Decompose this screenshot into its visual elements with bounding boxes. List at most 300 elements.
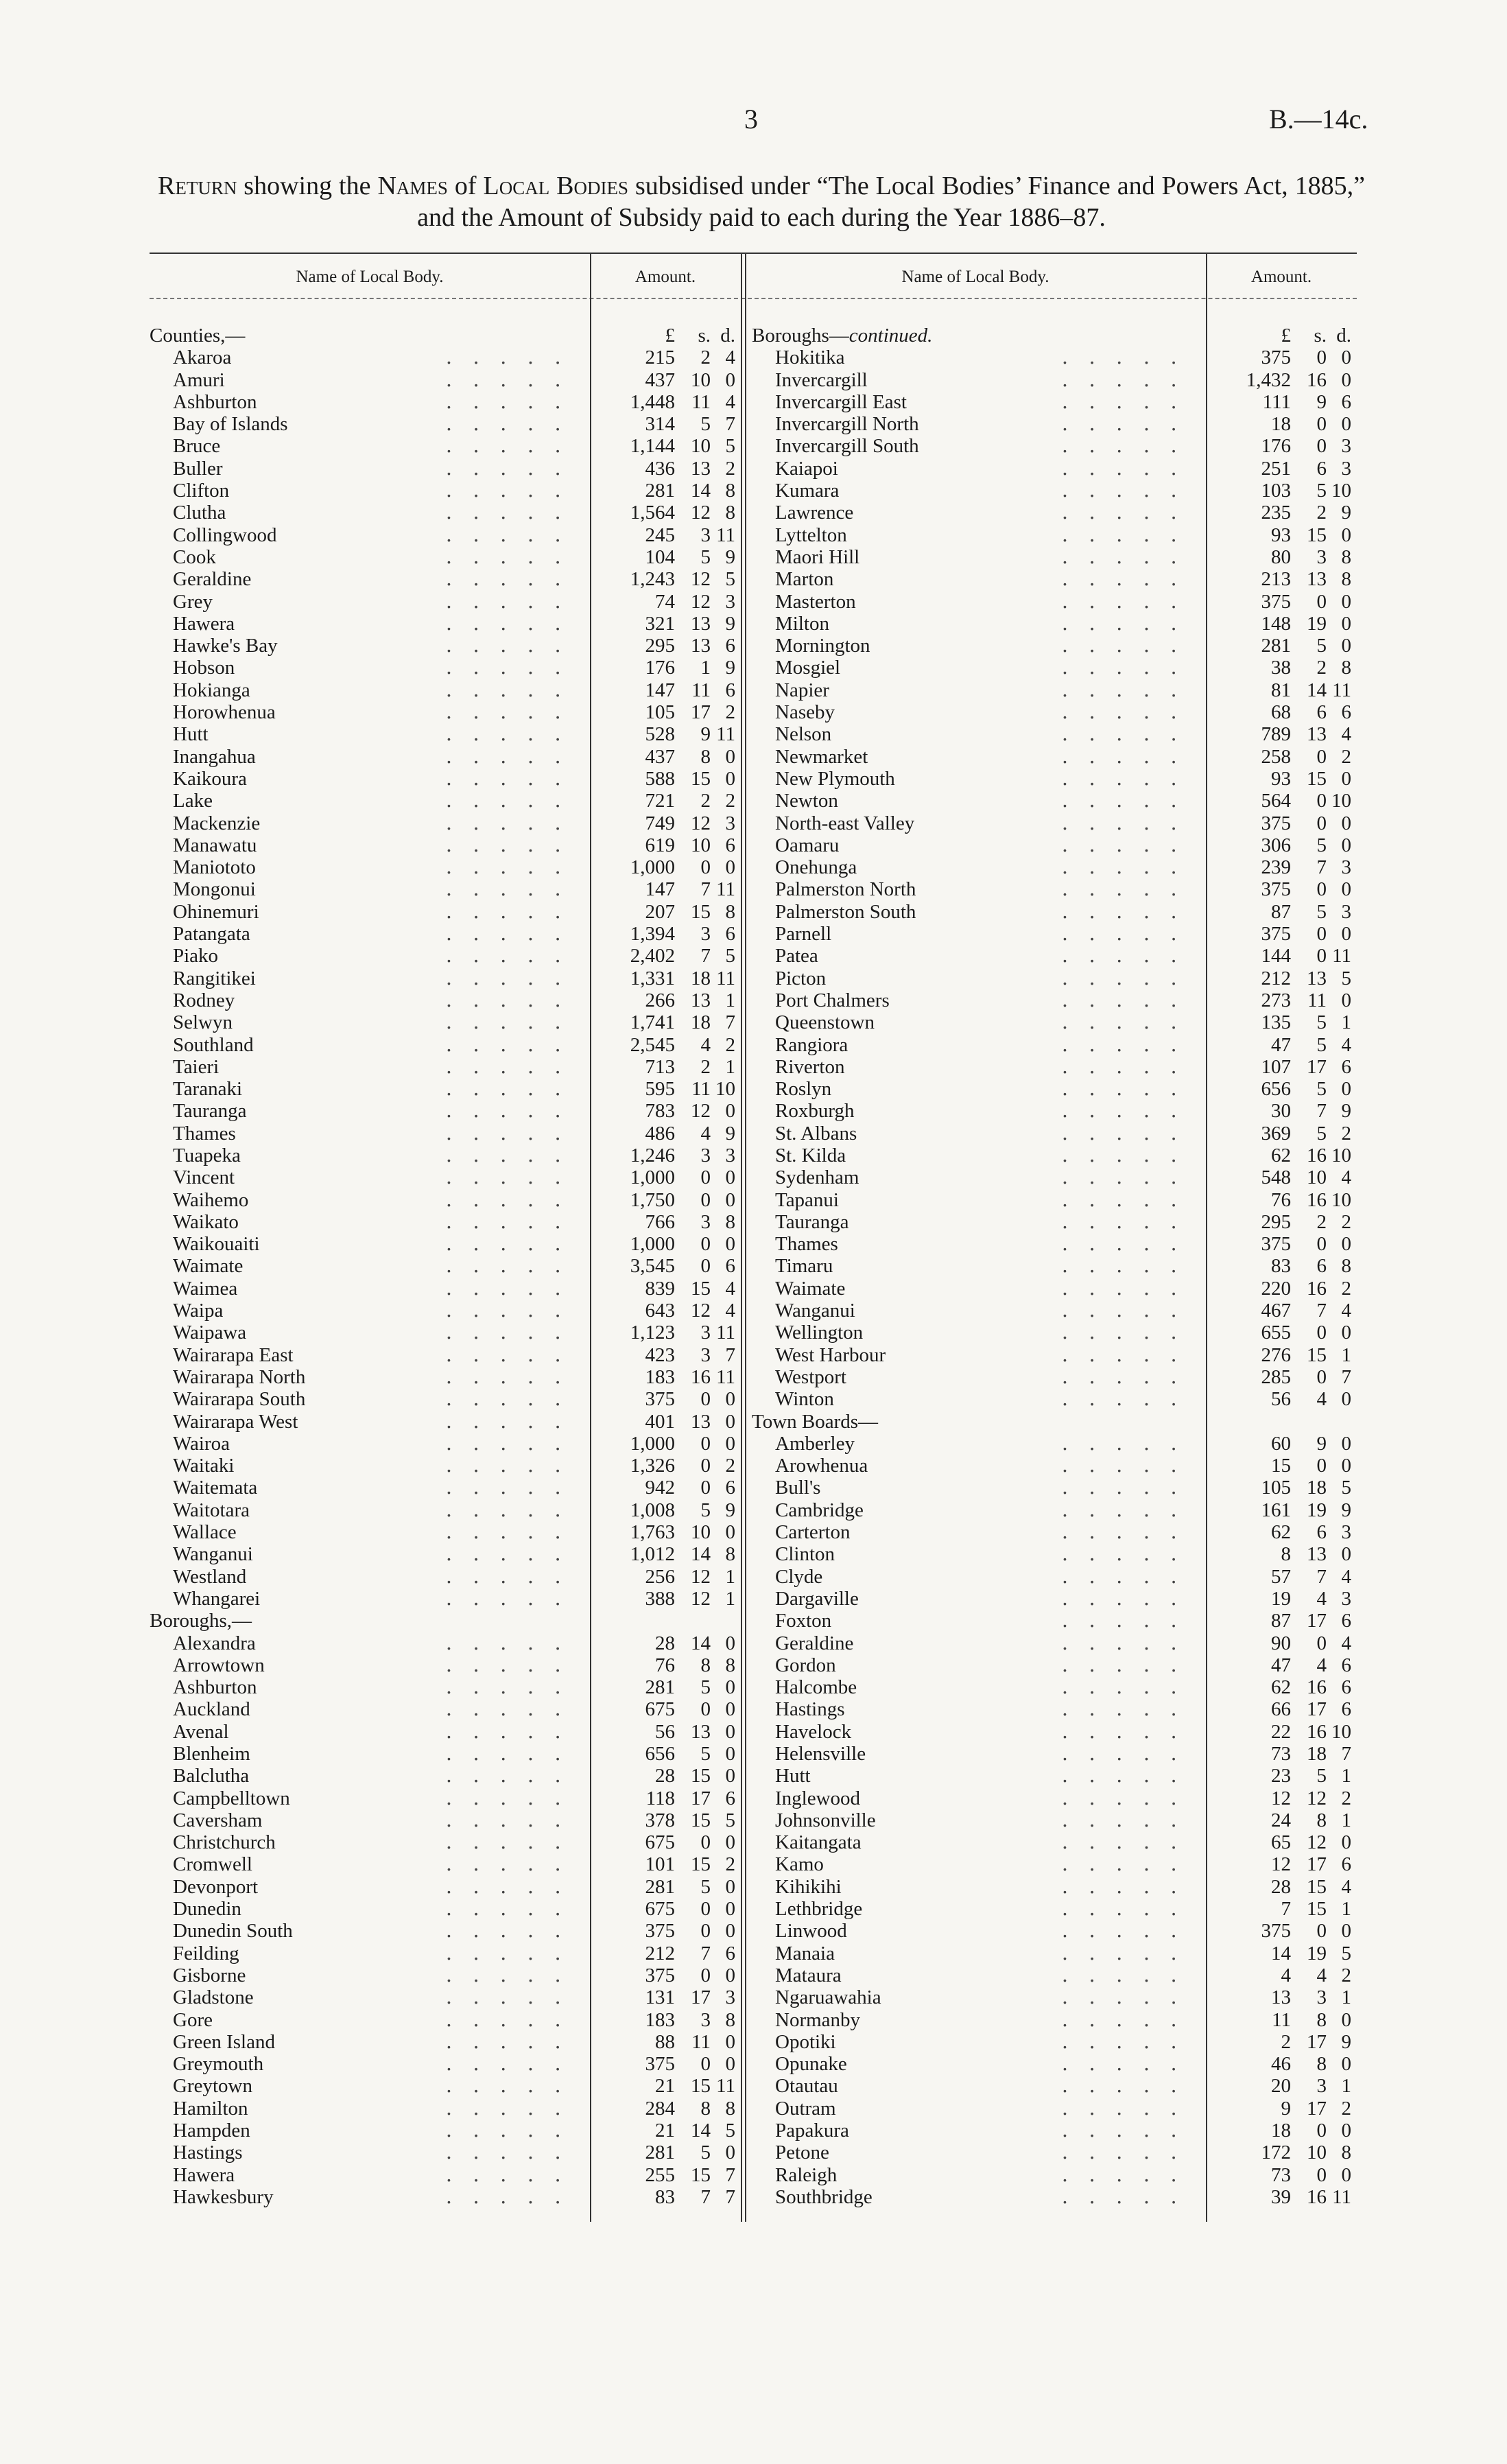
- leader-dots: ․․․․․: [445, 635, 582, 657]
- leader-dots: ․․․․․: [445, 1942, 582, 1964]
- amount-pounds: 47: [1271, 1033, 1291, 1056]
- amount-pence: 0: [1341, 1455, 1351, 1477]
- table-row: [752, 1876, 1357, 1898]
- body-name: Port Chalmers: [775, 989, 890, 1011]
- amount-pounds: 4: [1281, 1964, 1291, 1986]
- body-name: Opunake: [775, 2053, 847, 2076]
- amount-pounds: 306: [1261, 834, 1291, 856]
- table-row: [150, 1366, 741, 1388]
- table-row: [752, 1100, 1357, 1122]
- body-name: Wellington: [775, 1322, 864, 1344]
- amount-pounds: 7: [1281, 1898, 1291, 1921]
- amount-shillings: 5: [1316, 1765, 1327, 1787]
- amount-pence: 1: [1341, 1986, 1351, 2009]
- body-name: Invercargill North: [775, 413, 919, 436]
- left-column: [150, 325, 741, 2208]
- amount-shillings: 5: [1316, 834, 1327, 856]
- table-row: [752, 989, 1357, 1011]
- amount-pounds: 295: [1261, 1210, 1291, 1233]
- amount-pounds: 101: [645, 1853, 675, 1876]
- amount-pounds: 375: [1261, 878, 1291, 901]
- leader-dots: ․․․․․: [1061, 2185, 1198, 2208]
- amount-shillings: 15: [691, 1853, 711, 1876]
- leader-dots: ․․․․․: [1061, 1698, 1198, 1721]
- amount-pounds: 256: [645, 1565, 675, 1588]
- amount-pounds: 135: [1261, 1011, 1291, 1034]
- table-row: [752, 1610, 1357, 1632]
- amount-pounds: 375: [645, 1388, 675, 1411]
- table-row: [150, 546, 741, 568]
- subsidy-table: [150, 253, 1357, 2222]
- leader-dots: ․․․․․: [1061, 1565, 1198, 1588]
- amount-pence: 3: [1341, 457, 1351, 480]
- leader-dots: ․․․․․: [1061, 923, 1198, 946]
- body-name: Hokianga: [173, 679, 250, 701]
- amount-shillings: 17: [1307, 2097, 1327, 2120]
- amount-pounds: 255: [645, 2163, 675, 2186]
- amount-pounds: 281: [645, 1875, 675, 1898]
- table-row: [752, 790, 1357, 812]
- leader-dots: ․․․․․: [1061, 1388, 1198, 1411]
- amount-shillings: 4: [700, 1122, 711, 1145]
- table-row: [150, 2098, 741, 2120]
- amount-pence: 0: [725, 1964, 735, 1986]
- leader-dots: ․․․․․: [1061, 1964, 1198, 1986]
- leader-dots: ․․․․․: [445, 1676, 582, 1699]
- table-row: [752, 1809, 1357, 1831]
- body-name: Bruce: [173, 435, 221, 458]
- table-row: [752, 1588, 1357, 1610]
- leader-dots: ․․․․․: [1061, 1255, 1198, 1278]
- amount-pounds: 749: [645, 812, 675, 834]
- table-row: [150, 2142, 741, 2163]
- amount-pence: 0: [1341, 368, 1351, 391]
- body-name: Patea: [775, 945, 818, 967]
- amount-shillings: 0: [700, 2053, 711, 2076]
- body-name: Mosgiel: [775, 657, 841, 679]
- amount-shillings: 0: [700, 1898, 711, 1921]
- body-name: Waitemata: [173, 1477, 258, 1499]
- amount-pence: 1: [1341, 1809, 1351, 1831]
- table-row: [150, 1876, 741, 1898]
- leader-dots: ․․․․․: [1061, 1831, 1198, 1854]
- amount-pence: 4: [725, 347, 735, 369]
- amount-pence: 10: [1331, 1188, 1351, 1211]
- amount-shillings: 5: [1316, 1033, 1327, 1056]
- amount-pounds: 90: [1271, 1632, 1291, 1654]
- amount-shillings: 7: [700, 945, 711, 967]
- amount-shillings: 12: [1307, 1787, 1327, 1809]
- leader-dots: ․․․․․: [1061, 967, 1198, 989]
- body-name: Masterton: [775, 590, 856, 613]
- page-number: 3: [744, 104, 758, 134]
- amount-pence: 4: [1341, 1565, 1351, 1588]
- amount-shillings: 16: [1307, 368, 1327, 391]
- unit-pounds: £: [665, 325, 675, 347]
- amount-pounds: 783: [645, 1100, 675, 1123]
- leader-dots: ․․․․․: [445, 767, 582, 790]
- leader-dots: ․․․․․: [1061, 1300, 1198, 1322]
- table-row: [752, 2075, 1357, 2097]
- leader-dots: ․․․․․: [445, 745, 582, 768]
- body-name: Picton: [775, 967, 827, 989]
- table-row: [752, 1300, 1357, 1322]
- body-name: Waipawa: [173, 1322, 247, 1344]
- leader-dots: ․․․․․: [445, 1765, 582, 1787]
- body-name: Cook: [173, 545, 216, 568]
- amount-shillings: 15: [691, 1765, 711, 1787]
- leader-dots: ․․․․․: [1061, 1188, 1198, 1211]
- leader-dots: ․․․․․: [445, 856, 582, 879]
- table-row: [150, 1632, 741, 1654]
- amount-shillings: 13: [1307, 1543, 1327, 1566]
- leader-dots: ․․․․․: [445, 2163, 582, 2186]
- amount-shillings: 8: [700, 1654, 711, 1676]
- amount-shillings: 7: [1316, 1565, 1327, 1588]
- table-row: [150, 1499, 741, 1521]
- amount-shillings: 0: [1316, 1365, 1327, 1388]
- amount-shillings: 17: [1307, 1853, 1327, 1876]
- amount-shillings: 0: [1316, 945, 1327, 967]
- body-name: Lethbridge: [775, 1898, 863, 1921]
- amount-pounds: 1,763: [630, 1521, 675, 1544]
- body-name: St. Kilda: [775, 1144, 846, 1166]
- table-row: [150, 657, 741, 679]
- amount-shillings: 5: [700, 545, 711, 568]
- amount-shillings: 2: [1316, 657, 1327, 679]
- leader-dots: ․․․․․: [445, 900, 582, 923]
- table-row: [752, 1255, 1357, 1277]
- amount-shillings: 15: [691, 1277, 711, 1300]
- amount-pounds: 118: [645, 1787, 675, 1809]
- amount-shillings: 0: [700, 1831, 711, 1854]
- table-row: [752, 679, 1357, 701]
- amount-shillings: 18: [1307, 1477, 1327, 1499]
- leader-dots: ․․․․․: [1061, 878, 1198, 901]
- leader-dots: ․․․․․: [445, 2053, 582, 2076]
- body-name: Ashburton: [173, 390, 257, 413]
- leader-dots: ․․․․․: [445, 1432, 582, 1455]
- body-name: Rangiora: [775, 1033, 849, 1056]
- table-row: [752, 901, 1357, 923]
- amount-pounds: 83: [655, 2185, 675, 2208]
- leader-dots: ․․․․․: [1061, 413, 1198, 436]
- amount-pence: 5: [725, 435, 735, 458]
- table-row: [752, 2053, 1357, 2075]
- amount-pence: 0: [1341, 2120, 1351, 2142]
- amount-pounds: 1,008: [630, 1499, 675, 1521]
- body-name: Maori Hill: [775, 545, 860, 568]
- amount-shillings: 17: [1307, 1610, 1327, 1632]
- page-title: [158, 170, 1365, 233]
- amount-pence: 5: [1341, 1477, 1351, 1499]
- leader-dots: ․․․․․: [445, 2075, 582, 2098]
- body-name: Ngaruawahia: [775, 1986, 881, 2009]
- amount-shillings: 0: [700, 1698, 711, 1721]
- table-row: [150, 1698, 741, 1720]
- amount-pounds: 103: [1261, 480, 1291, 502]
- body-name: Waipa: [173, 1300, 224, 1322]
- amount-pounds: 375: [645, 2053, 675, 2076]
- amount-pence: 8: [725, 1654, 735, 1676]
- body-name: Gisborne: [173, 1964, 246, 1986]
- table-row: [752, 458, 1357, 480]
- amount-pounds: 183: [645, 1365, 675, 1388]
- body-name: Horowhenua: [173, 701, 276, 724]
- body-name: Roslyn: [775, 1078, 832, 1101]
- amount-shillings: 7: [700, 1942, 711, 1964]
- amount-pounds: 276: [1261, 1344, 1291, 1366]
- body-name: Marton: [775, 568, 834, 591]
- amount-pence: 11: [716, 723, 735, 746]
- leader-dots: ․․․․․: [445, 1388, 582, 1411]
- table-row: [752, 967, 1357, 989]
- leader-dots: ․․․․․: [1061, 1100, 1198, 1123]
- body-name: Thames: [775, 1233, 838, 1256]
- title-text: subsidised under “The Local Bodies’ Finance and Powers Act, 1885,” and the Amount of Subsidy paid to each during the Year 1886–87.: [417, 172, 1365, 232]
- leader-dots: ․․․․․: [445, 1055, 582, 1078]
- table-row: [752, 1698, 1357, 1720]
- leader-dots: ․․․․․: [445, 1831, 582, 1854]
- leader-dots: ․․․․․: [445, 1964, 582, 1986]
- amount-pence: 3: [725, 590, 735, 613]
- amount-pence: 7: [725, 1344, 735, 1366]
- leader-dots: ․․․․․: [445, 2008, 582, 2031]
- amount-pounds: 147: [645, 679, 675, 701]
- amount-pence: 7: [1341, 1743, 1351, 1765]
- amount-pence: 0: [1341, 524, 1351, 546]
- body-name: Southbridge: [775, 2185, 873, 2208]
- leader-dots: ․․․․․: [1061, 1853, 1198, 1876]
- amount-shillings: 9: [700, 723, 711, 746]
- leader-dots: ․․․․․: [445, 1365, 582, 1388]
- leader-dots: ․․․․․: [1061, 1720, 1198, 1743]
- table-row: [752, 635, 1357, 657]
- amount-pounds: 39: [1271, 2185, 1291, 2208]
- amount-shillings: 5: [1316, 1122, 1327, 1145]
- amount-pence: 5: [725, 945, 735, 967]
- leader-dots: ․․․․․: [445, 1144, 582, 1166]
- amount-pence: 3: [1341, 435, 1351, 458]
- leader-dots: ․․․․․: [445, 2030, 582, 2053]
- body-name: Avenal: [173, 1720, 229, 1743]
- leader-dots: ․․․․․: [1061, 1477, 1198, 1499]
- table-row: [150, 812, 741, 834]
- amount-pounds: 588: [645, 767, 675, 790]
- body-name: Papakura: [775, 2120, 849, 2142]
- amount-shillings: 7: [1316, 856, 1327, 879]
- amount-pence: 8: [1341, 1255, 1351, 1278]
- unit-shillings: s.: [698, 325, 711, 347]
- amount-pence: 3: [1341, 900, 1351, 923]
- leader-dots: ․․․․․: [445, 347, 582, 369]
- amount-shillings: 9: [1316, 1432, 1327, 1455]
- table-row: [752, 768, 1357, 790]
- amount-pence: 9: [1341, 1100, 1351, 1123]
- header-rule: [150, 298, 1357, 299]
- amount-shillings: 2: [700, 1055, 711, 1078]
- amount-pence: 11: [716, 2075, 735, 2098]
- amount-pence: 0: [1341, 923, 1351, 946]
- body-name: Caversham: [173, 1809, 263, 1831]
- amount-pounds: 369: [1261, 1122, 1291, 1145]
- table-row: [150, 1123, 741, 1145]
- body-name: Normanby: [775, 2008, 861, 2031]
- table-row: [150, 1322, 741, 1344]
- amount-pounds: 93: [1271, 524, 1291, 546]
- table-row: [752, 701, 1357, 723]
- body-name: Linwood: [775, 1920, 847, 1943]
- leader-dots: ․․․․․: [445, 989, 582, 1011]
- amount-pence: 4: [1341, 1632, 1351, 1654]
- table-row: [752, 1344, 1357, 1366]
- amount-shillings: 0: [700, 1455, 711, 1477]
- body-name: Inglewood: [775, 1787, 861, 1809]
- leader-dots: ․․․․․: [445, 1100, 582, 1123]
- section-row: [752, 1411, 1357, 1433]
- amount-shillings: 4: [700, 1033, 711, 1056]
- amount-pence: 5: [1341, 1942, 1351, 1964]
- leader-dots: ․․․․․: [1061, 590, 1198, 613]
- body-name: Onehunga: [775, 856, 857, 879]
- amount-pence: 6: [725, 923, 735, 946]
- leader-dots: ․․․․․: [1061, 390, 1198, 413]
- table-row: [752, 391, 1357, 413]
- leader-dots: ․․․․․: [445, 1410, 582, 1433]
- table-row: [150, 901, 741, 923]
- body-name: Nelson: [775, 723, 832, 746]
- amount-shillings: 3: [700, 923, 711, 946]
- body-name: Helensville: [775, 1743, 866, 1765]
- leader-dots: ․․․․․: [445, 568, 582, 591]
- body-name: Gladstone: [173, 1986, 254, 2009]
- leader-dots: ․․․․․: [445, 1743, 582, 1765]
- body-name: Rodney: [173, 989, 235, 1011]
- body-name: Timaru: [775, 1255, 833, 1278]
- body-name: Palmerston South: [775, 900, 916, 923]
- amount-pounds: 284: [645, 2097, 675, 2120]
- leader-dots: ․․․․․: [445, 1033, 582, 1056]
- amount-pounds: 258: [1261, 745, 1291, 768]
- body-name: Petone: [775, 2142, 829, 2164]
- amount-shillings: 15: [1307, 524, 1327, 546]
- body-name: Hampden: [173, 2120, 250, 2142]
- leader-dots: ․․․․․: [1061, 635, 1198, 657]
- amount-shillings: 13: [691, 635, 711, 657]
- amount-pence: 0: [1341, 767, 1351, 790]
- amount-shillings: 10: [691, 1521, 711, 1544]
- amount-pounds: 675: [645, 1831, 675, 1854]
- body-name: Clifton: [173, 480, 230, 502]
- body-name: Waikouaiti: [173, 1233, 260, 1256]
- body-name: Dunedin: [173, 1898, 241, 1921]
- table-row: [150, 524, 741, 546]
- table-row: [150, 878, 741, 900]
- amount-shillings: 12: [691, 1100, 711, 1123]
- amount-pence: 9: [725, 545, 735, 568]
- leader-dots: ․․․․․: [445, 657, 582, 679]
- leader-dots: ․․․․․: [1061, 900, 1198, 923]
- amount-shillings: 0: [700, 1388, 711, 1411]
- amount-pence: 6: [1341, 1654, 1351, 1676]
- amount-shillings: 0: [700, 1964, 711, 1986]
- amount-pounds: 942: [645, 1477, 675, 1499]
- amount-shillings: 12: [691, 590, 711, 613]
- amount-pence: 0: [1341, 2008, 1351, 2031]
- table-row: [150, 1986, 741, 2008]
- leader-dots: ․․․․․: [1061, 435, 1198, 458]
- leader-dots: ․․․․․: [445, 923, 582, 946]
- leader-dots: ․․․․․: [445, 1898, 582, 1921]
- amount-pence: 3: [725, 1144, 735, 1166]
- body-name: Roxburgh: [775, 1100, 855, 1123]
- amount-pence: 1: [1341, 1898, 1351, 1921]
- leader-dots: ․․․․․: [1061, 1676, 1198, 1699]
- amount-shillings: 12: [1307, 1831, 1327, 1854]
- amount-pounds: 47: [1271, 1654, 1291, 1676]
- leader-dots: ․․․․․: [1061, 723, 1198, 746]
- amount-shillings: 0: [700, 1432, 711, 1455]
- amount-pence: 6: [1341, 390, 1351, 413]
- amount-pence: 1: [1341, 1765, 1351, 1787]
- amount-shillings: 8: [1316, 2053, 1327, 2076]
- amount-pence: 0: [1341, 413, 1351, 436]
- amount-pence: 5: [725, 1809, 735, 1831]
- body-name: Wanganui: [775, 1300, 855, 1322]
- leader-dots: ․․․․․: [1061, 812, 1198, 834]
- table-row: [150, 458, 741, 480]
- leader-dots: ․․․․․: [445, 1300, 582, 1322]
- leader-dots: ․․․․․: [445, 1011, 582, 1034]
- amount-pence: 11: [1332, 679, 1351, 701]
- amount-shillings: 8: [1316, 2008, 1327, 2031]
- amount-shillings: 15: [1307, 767, 1327, 790]
- table-row: [752, 1743, 1357, 1765]
- body-name: Sydenham: [775, 1166, 859, 1189]
- amount-shillings: 14: [691, 480, 711, 502]
- amount-pence: 6: [1341, 1676, 1351, 1699]
- leader-dots: ․․․․․: [1061, 1455, 1198, 1477]
- amount-pence: 6: [725, 1942, 735, 1964]
- amount-pounds: 281: [645, 480, 675, 502]
- amount-pounds: 161: [1261, 1499, 1291, 1521]
- amount-pence: 0: [725, 856, 735, 879]
- table-row: [150, 768, 741, 790]
- leader-dots: ․․․․․: [1061, 480, 1198, 502]
- body-name: Outram: [775, 2097, 836, 2120]
- amount-pounds: 375: [1261, 923, 1291, 946]
- amount-pounds: 12: [1271, 1853, 1291, 1876]
- body-name: Wallace: [173, 1521, 237, 1544]
- leader-dots: ․․․․․: [445, 1078, 582, 1101]
- body-name: Waimate: [775, 1277, 846, 1300]
- leader-dots: ․․․․․: [1061, 1055, 1198, 1078]
- body-name: Foxton: [775, 1610, 832, 1632]
- body-name: Tauranga: [775, 1210, 849, 1233]
- table-row: [752, 1787, 1357, 1809]
- amount-pence: 2: [725, 701, 735, 724]
- leader-dots: ․․․․․: [1061, 1875, 1198, 1898]
- leader-dots: ․․․․․: [445, 2120, 582, 2142]
- amount-pence: 4: [1341, 1875, 1351, 1898]
- amount-pence: 9: [725, 657, 735, 679]
- body-name: Grey: [173, 590, 213, 613]
- table-row: [752, 524, 1357, 546]
- body-name: Wairoa: [173, 1432, 230, 1455]
- leader-dots: ․․․․․: [445, 1565, 582, 1588]
- amount-pounds: 295: [645, 635, 675, 657]
- amount-pence: 6: [1341, 1853, 1351, 1876]
